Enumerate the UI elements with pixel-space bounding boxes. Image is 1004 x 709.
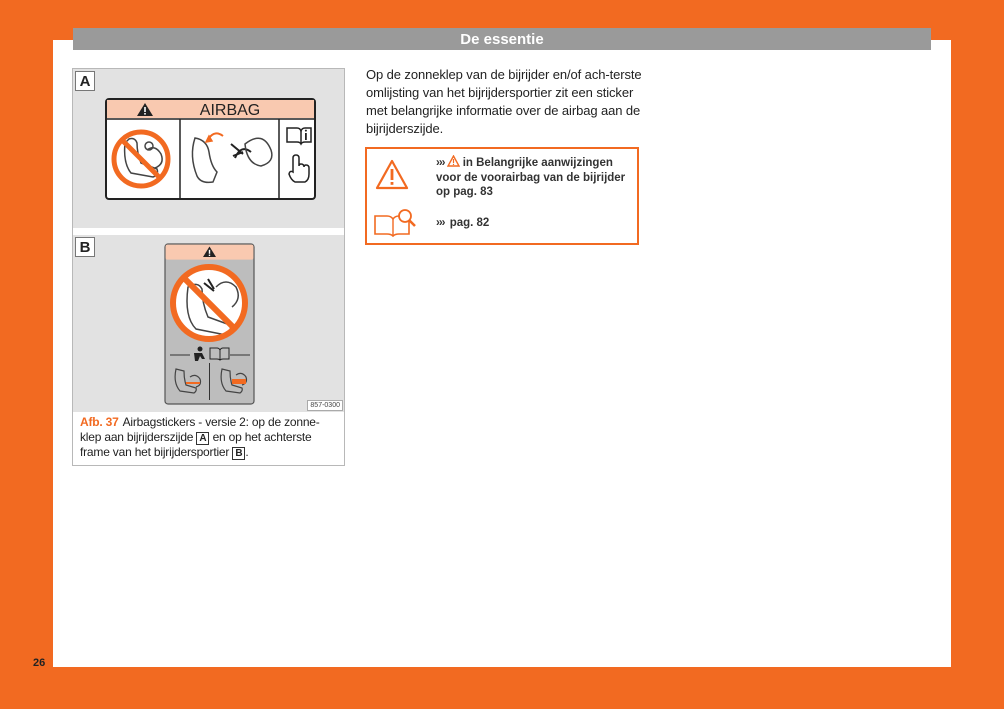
panel-label-b: B xyxy=(75,237,95,257)
figure-caption xyxy=(80,415,340,460)
read-manual-icon xyxy=(373,208,417,238)
no-childseat-large-icon xyxy=(171,265,247,341)
warning-inline-icon xyxy=(447,155,460,167)
notice-box xyxy=(365,147,639,245)
airbag-sticker-doorframe xyxy=(164,243,255,405)
page-number: 26 xyxy=(33,657,46,669)
warning-triangle-icon xyxy=(375,159,409,191)
caption-box-b: B xyxy=(232,447,245,460)
caption-text-3: . xyxy=(245,445,249,459)
figure-number: Afb. 37 xyxy=(80,415,119,429)
caption-text-1: Airbagstickers - versie 2: op de zonne-klep aan bijrijderszijde xyxy=(80,415,320,444)
page-reference[interactable] xyxy=(436,217,489,229)
page-reference-text: pag. 82 xyxy=(449,217,490,229)
warning-reference[interactable] xyxy=(436,155,636,200)
intro-paragraph: Op de zonneklep van de bijrijder en/of ach-terste omlijsting van het bijrijdersportier zit een sticker met belangrijke informatie over de airbag aan de bijrijderszijde. xyxy=(366,67,642,136)
figure-reference-code: 857-0300 xyxy=(307,400,343,411)
figure-panel-a xyxy=(73,69,344,228)
caption-text-2: en op het achterste frame van het bijrijdersportier xyxy=(80,430,312,459)
figure-panel-b xyxy=(73,235,344,412)
caption-box-a: A xyxy=(196,432,209,445)
figure-airbag-stickers xyxy=(72,68,345,466)
chevron-right-icon: ››› xyxy=(436,217,445,229)
chevron-right-icon: ››› xyxy=(436,157,445,169)
sticker-airbag-label: AIRBAG xyxy=(199,102,261,119)
warning-reference-text: in Belangrijke aanwijzingen voor de voorairbag van de bijrijder op pag. 83 xyxy=(436,157,626,198)
airbag-sticker-sunvisor xyxy=(105,98,316,200)
section-header: De essentie xyxy=(73,28,931,50)
panel-label-a: A xyxy=(75,71,95,91)
